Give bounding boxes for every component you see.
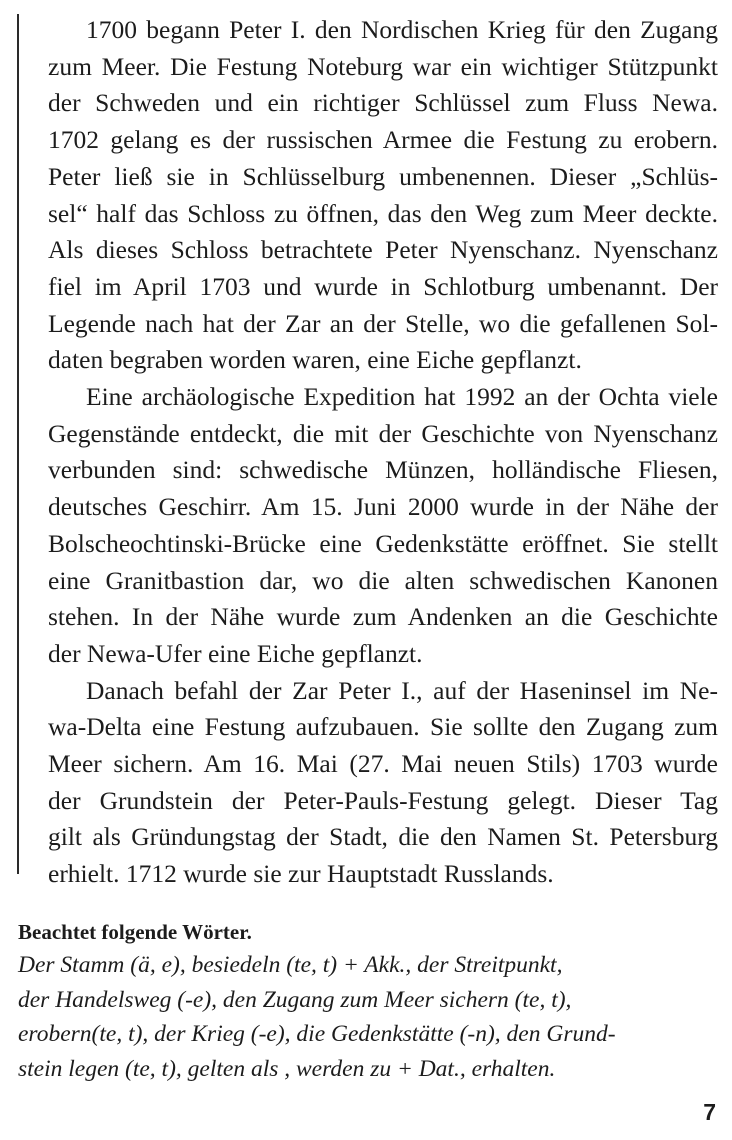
text-line: fiel im April 1703 und wurde in Schlotburg umbenannt. Der	[48, 271, 718, 301]
vocabulary-box	[18, 918, 708, 1086]
margin-rule	[17, 14, 19, 874]
paragraph-1	[48, 12, 718, 379]
text-line: stehen. In der Nähe wurde zum Andenken an die Geschichte	[48, 602, 718, 632]
text-line: eine Granitbastion dar, wo die alten schwedischen Kanonen	[48, 565, 718, 595]
vocabulary-line: der Handelsweg (-e), den Zugang zum Meer sichern (te, t),	[18, 986, 572, 1013]
vocabulary-list	[18, 948, 708, 1086]
main-text	[48, 12, 718, 893]
text-line: wa-Delta eine Festung aufzubauen. Sie sollte den Zugang zum	[48, 712, 718, 742]
text-line: 1702 gelang es der russischen Armee die Festung zu erobern.	[48, 125, 718, 155]
text-line: Als dieses Schloss betrachtete Peter Nyenschanz. Nyenschanz	[48, 235, 718, 265]
text-line: gilt als Gründungstag der Stadt, die den Namen St. Petersburg	[48, 822, 718, 852]
paragraph-3	[48, 673, 718, 893]
text-line: 1700 begann Peter I. den Nordischen Krieg für den Zugang	[86, 15, 718, 44]
text-line: Gegenstände entdeckt, die mit der Geschichte von Nyenschanz	[48, 418, 718, 448]
text-line: Meer sichern. Am 16. Mai (27. Mai neuen Stils) 1703 wurde	[48, 749, 718, 779]
text-line: Peter ließ sie in Schlüsselburg umbenennen. Dieser „Schlüs-	[48, 161, 718, 191]
paragraph-2	[48, 379, 718, 673]
text-line: der Newa-Ufer eine Eiche gepflanzt.	[48, 638, 423, 668]
text-line: Bolscheochtinski-Brücke eine Gedenkstätte eröffnet. Sie stellt	[48, 528, 718, 558]
text-line: Eine archäologische Expedition hat 1992 an der Ochta viele	[86, 382, 718, 412]
vocabulary-line: stein legen (te, t), gelten als , werden zu + Dat., erhalten.	[18, 1055, 556, 1082]
vocabulary-line: erobern(te, t), der Krieg (-e), die Gedenkstätte (-n), den Grund-	[18, 1021, 616, 1047]
text-line: daten begraben worden waren, eine Eiche gepflanzt.	[48, 345, 582, 375]
page-number: 7	[703, 1099, 716, 1125]
text-line: verbunden sind: schwedische Münzen, holländische Fliesen,	[48, 455, 718, 485]
text-line: sel“ half das Schloss zu öffnen, das den Weg zum Meer deckte.	[48, 198, 718, 228]
text-line: zum Meer. Die Festung Noteburg war ein wichtiger Stützpunkt	[48, 51, 718, 81]
vocabulary-line: Der Stamm (ä, e), besiedeln (te, t) + Akk., der Streitpunkt,	[18, 952, 563, 978]
vocabulary-heading: Beachtet folgende Wörter.	[18, 920, 252, 944]
text-line: deutsches Geschirr. Am 15. Juni 2000 wurde in der Nähe der	[48, 492, 718, 522]
text-line: erhielt. 1712 wurde sie zur Hauptstadt Russlands.	[48, 859, 554, 889]
text-line: Danach befahl der Zar Peter I., auf der Haseninsel im Ne-	[86, 675, 718, 705]
text-line: der Grundstein der Peter-Pauls-Festung gelegt. Dieser Tag	[48, 785, 718, 815]
text-line: Legende nach hat der Zar an der Stelle, wo die gefallenen Sol-	[48, 308, 718, 338]
text-line: der Schweden und ein richtiger Schlüssel zum Fluss Newa.	[48, 88, 718, 118]
